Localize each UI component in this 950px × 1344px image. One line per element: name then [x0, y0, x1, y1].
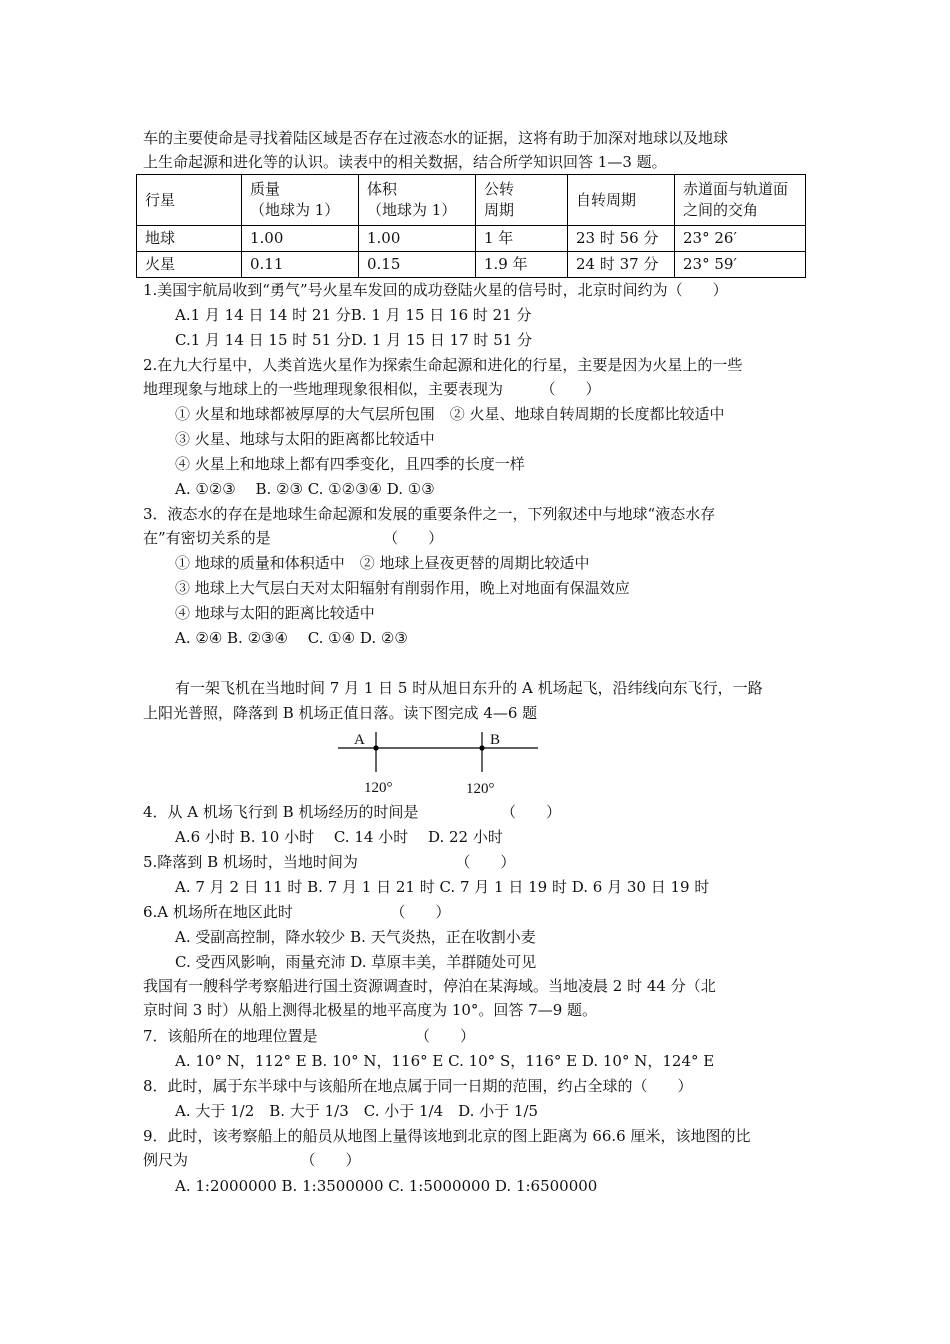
q5-stem: 5.降落到 B 机场时，当地时间为 （ ）: [143, 853, 516, 871]
q6-options-2: C. 受西风影响，雨量充沛 D. 草原丰美，羊群随处可见: [175, 953, 537, 971]
header-planet: 行星: [137, 175, 242, 226]
q2-stem-1: 2.在九大行星中，人类首选火星作为探索生命起源和进化的行星，主要是因为火星上的一些: [143, 356, 743, 374]
intro2-line-1: 有一架飞机在当地时间 7 月 1 日 5 时从旭日东升的 A 机场起飞，沿纬线向东飞行，一路: [175, 679, 763, 697]
planet-data-table: [136, 174, 806, 278]
longitude-b: 120°: [466, 781, 495, 797]
q8-stem: 8．此时，属于东半球中与该船所在地点属于同一日期的范围，约占全球的（ ）: [143, 1077, 693, 1095]
table-row: 火星 0.11 0.15 1.9 年 24 时 37 分 23° 59′: [137, 252, 806, 278]
q6-options-1: A. 受副高控制，降水较少 B. 天气炎热，正在收割小麦: [175, 928, 536, 946]
q5-options: A. 7 月 2 日 11 时 B. 7 月 1 日 21 时 C. 7 月 1 日 19 时 D. 6 月 30 日 19 时: [175, 878, 710, 896]
q2-item-3: ④ 火星上和地球上都有四季变化，且四季的长度一样: [175, 455, 525, 473]
header-volume: 体积 （地球为 1）: [359, 175, 476, 226]
intro2-line-2: 上阳光普照，降落到 B 机场正值日落。读下图完成 4—6 题: [143, 704, 538, 722]
q3-stem-2: 在”有密切关系的是 （ ）: [143, 529, 444, 547]
q7-options: A. 10° N，112° E B. 10° N，116° E C. 10° S，116° E D. 10° N，124° E: [175, 1052, 715, 1070]
q3-item-2: ③ 地球上大气层白天对太阳辐射有削弱作用，晚上对地面有保温效应: [175, 579, 630, 597]
table-row: 地球 1.00 1.00 1 年 23 时 56 分 23° 26′: [137, 226, 806, 252]
q2-stem-2: 地理现象与地球上的一些地理现象很相似，主要表现为 （ ）: [143, 380, 601, 398]
q1-stem: 1.美国宇航局收到“勇气”号火星车发回的成功登陆火星的信号时，北京时间约为（ ）: [143, 281, 728, 299]
q4-stem: 4．从 A 机场飞行到 B 机场经历的时间是 （ ）: [143, 803, 561, 821]
q3-item-1: ① 地球的质量和体积适中 ② 地球上昼夜更替的周期比较适中: [175, 554, 590, 572]
q2-options: A. ①②③ B. ②③ C. ①②③④ D. ①③: [175, 480, 435, 498]
header-revolution: 公转 周期: [476, 175, 568, 226]
q8-options: A. 大于 1/2 B. 大于 1/3 C. 小于 1/4 D. 小于 1/5: [175, 1102, 539, 1120]
q7-stem: 7．该船所在的地理位置是 （ ）: [143, 1027, 476, 1045]
header-rotation: 自转周期: [568, 175, 675, 226]
intro-line-2: 上生命起源和进化等的认识。读表中的相关数据，结合所学知识回答 1—3 题。: [143, 153, 667, 171]
point-a: [373, 745, 378, 750]
label-a: A: [354, 732, 365, 748]
intro3-line-2: 京时间 3 时）从船上测得北极星的地平高度为 10°。回答 7—9 题。: [143, 1001, 598, 1019]
header-obliquity: 赤道面与轨道面 之间的交角: [675, 175, 806, 226]
flight-diagram: [330, 728, 550, 804]
intro3-line-1: 我国有一艘科学考察船进行国土资源调查时，停泊在某海域。当地凌晨 2 时 44 分（北: [143, 977, 716, 995]
q6-stem: 6.A 机场所在地区此时 （ ）: [143, 903, 451, 921]
q3-options: A. ②④ B. ②③④ C. ①④ D. ②③: [175, 629, 408, 647]
point-b: [479, 745, 484, 750]
header-mass: 质量 （地球为 1）: [242, 175, 359, 226]
longitude-a: 120°: [364, 780, 393, 796]
q2-item-1: ① 火星和地球都被厚厚的大气层所包围 ② 火星、地球自转周期的长度都比较适中: [175, 405, 725, 423]
q9-stem-2: 例尺为 （ ）: [143, 1151, 361, 1169]
q9-options: A. 1:2000000 B. 1:3500000 C. 1:5000000 D. 1:6500000: [175, 1177, 598, 1195]
q1-options-2: C.1 月 14 日 15 时 51 分D. 1 月 15 日 17 时 51 分: [175, 331, 533, 349]
q1-options-1: A.1 月 14 日 14 时 21 分B. 1 月 15 日 16 时 21 分: [175, 306, 532, 324]
q2-item-2: ③ 火星、地球与太阳的距离都比较适中: [175, 430, 435, 448]
q3-item-3: ④ 地球与太阳的距离比较适中: [175, 604, 375, 622]
label-b: B: [490, 732, 501, 748]
q9-stem-1: 9．此时，该考察船上的船员从地图上量得该地到北京的图上距离为 66.6 厘米，该地图的比: [143, 1127, 751, 1145]
q4-options: A.6 小时 B. 10 小时 C. 14 小时 D. 22 小时: [175, 828, 503, 846]
intro-line-1: 车的主要使命是寻找着陆区域是否存在过液态水的证据，这将有助于加深对地球以及地球: [143, 129, 729, 147]
table-header-row: [137, 175, 806, 226]
q3-stem-1: 3．液态水的存在是地球生命起源和发展的重要条件之一，下列叙述中与地球“液态水存: [143, 505, 716, 523]
